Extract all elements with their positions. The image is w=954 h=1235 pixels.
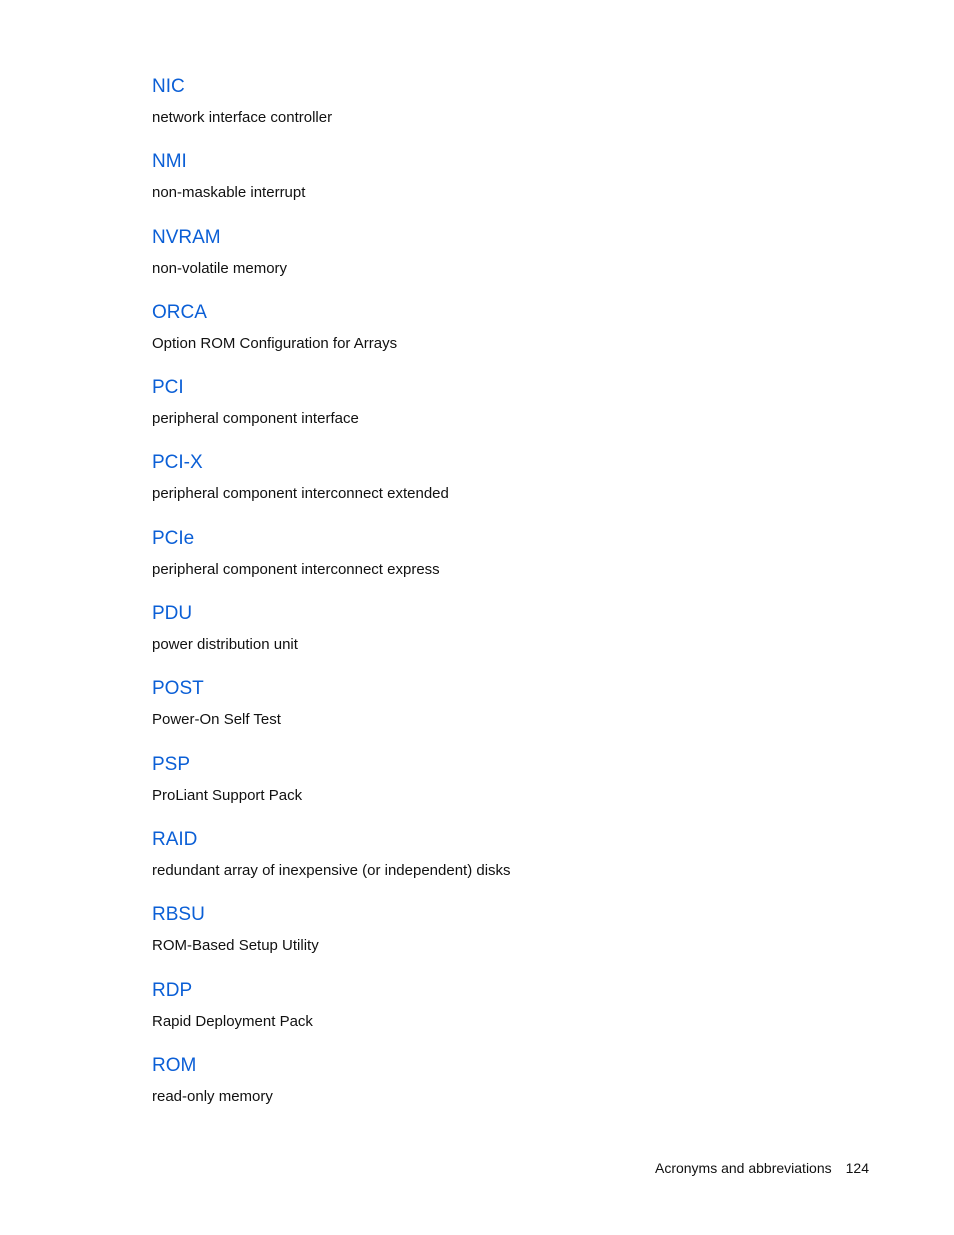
glossary-definition: Power-On Self Test [152,711,281,729]
glossary-entry-nmi [152,149,852,224]
glossary-term[interactable]: POST [152,678,204,700]
glossary-term[interactable]: PCI [152,377,184,399]
glossary-term[interactable]: PCIe [152,527,195,549]
glossary-definition: peripheral component interface [152,410,359,428]
glossary-term[interactable]: NVRAM [152,226,221,248]
glossary-entry-psp [152,752,852,827]
page-footer [655,1158,869,1178]
glossary-definition: peripheral component interconnect express [152,560,440,578]
glossary-term[interactable]: ORCA [152,301,207,323]
glossary-definition: non-maskable interrupt [152,184,306,202]
glossary-entry-nic [152,74,852,149]
glossary-term[interactable]: RBSU [152,904,205,926]
glossary-definition: read-only memory [152,1087,273,1105]
glossary-term[interactable]: PDU [152,603,193,625]
glossary-entry-raid [152,827,852,902]
glossary-definition: ROM-Based Setup Utility [152,937,319,955]
glossary-entry-pdu [152,601,852,676]
glossary-definition: Rapid Deployment Pack [152,1012,313,1030]
glossary-entry-rdp [152,978,852,1053]
glossary-term[interactable]: ROM [152,1054,197,1076]
glossary-term[interactable]: RDP [152,979,193,1001]
acronym-list [152,74,852,1128]
glossary-entry-pci-x [152,450,852,525]
glossary-term[interactable]: PSP [152,753,191,775]
glossary-definition: ProLiant Support Pack [152,786,303,804]
glossary-term[interactable]: RAID [152,828,198,850]
glossary-definition: non-volatile memory [152,259,288,277]
glossary-entry-pci [152,375,852,450]
glossary-entry-post [152,676,852,751]
glossary-entry-rom [152,1053,852,1128]
glossary-entry-pcie [152,526,852,601]
glossary-term[interactable]: NIC [152,76,185,97]
glossary-entry-nvram [152,225,852,300]
footer-section-title: Acronyms and abbreviations [654,1160,832,1176]
glossary-definition: peripheral component interconnect extended [152,485,449,503]
glossary-term[interactable]: NMI [152,151,187,173]
glossary-definition: network interface controller [152,109,333,126]
glossary-entry-rbsu [152,902,852,977]
glossary-term[interactable]: PCI-X [152,452,203,474]
glossary-definition: redundant array of inexpensive (or independent) disks [152,861,511,879]
glossary-entry-orca [152,300,852,375]
page-number: 124 [845,1160,869,1176]
glossary-definition: power distribution unit [152,636,298,654]
glossary-definition: Option ROM Configuration for Arrays [152,334,398,352]
